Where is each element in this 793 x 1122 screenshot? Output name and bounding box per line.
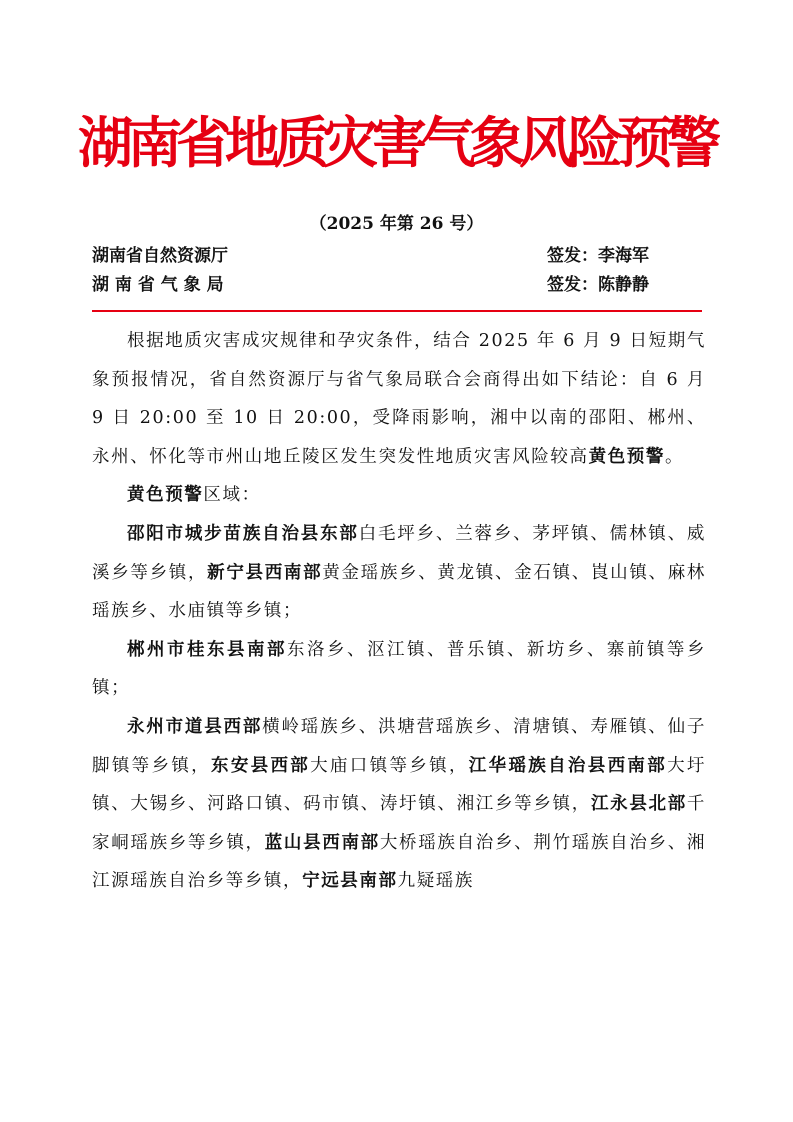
- intro-text: 根据地质灾害成灾规律和孕灾条件，结合 2025 年 6 月 9 日短期气象预报情况，省自然资源厅与省气象局联合会商得出如下结论：自 6 月 9 日 20:00 至 10 日 20:00，受降雨影响，湘中以南的邵阳、郴州、永州、怀化等市州山地丘陵区发生突发性地质灾害风险较高: [92, 331, 706, 467]
- area-name: 邵阳市城步苗族自治县东部: [127, 523, 359, 544]
- region-label: 区域：: [203, 485, 261, 506]
- document-title: 湖南省地质灾害气象风险预警: [77, 110, 715, 175]
- area-name: 江华瑶族自治县西南部: [468, 755, 668, 776]
- area-name: 江永县北部: [590, 794, 687, 815]
- area-towns: 大圩镇、大锡乡、河路口镇、码市镇、涛圩镇、湘江乡等乡镇，: [92, 755, 707, 815]
- area-towns: 黄金瑶族乡、黄龙镇、金石镇、崀山镇、麻林瑶族乡、水庙镇等乡镇；: [92, 562, 706, 622]
- issuer-sign-1: 签发：李海军: [547, 246, 649, 266]
- area-towns: 千家峒瑶族乡等乡镇，: [92, 794, 706, 853]
- issuer-sign-2: 签发：陈静静: [547, 275, 649, 295]
- paragraph-region-heading: [92, 476, 706, 515]
- intro-end: 。: [665, 446, 685, 467]
- paragraph-shaoyang: [92, 515, 706, 631]
- area-towns: 横岭瑶族乡、洪塘营瑶族乡、清塘镇、寿雁镇、仙子脚镇等乡镇，: [92, 716, 706, 776]
- area-towns: 东洛乡、沤江镇、普乐镇、新坊乡、寨前镇等乡镇；: [92, 639, 706, 699]
- area-name: 永州市道县西部: [127, 716, 263, 737]
- intro-warning-level: 黄色预警: [588, 446, 666, 467]
- area-name: 新宁县西南部: [207, 562, 323, 583]
- issuer-org-2: 湖 南 省 气 象 局: [92, 275, 224, 295]
- area-towns: 白毛坪乡、兰蓉乡、茅坪镇、儒林镇、威溪乡等乡镇，: [92, 523, 706, 583]
- paragraph-chenzhou: [92, 631, 706, 708]
- issuer-org-1: 湖南省自然资源厅: [92, 246, 228, 266]
- area-name: 蓝山县西南部: [264, 832, 380, 853]
- area-towns: 九疑瑶族: [397, 871, 475, 892]
- area-towns: 大桥瑶族自治乡、荆竹瑶族自治乡、湘江源瑶族自治乡等乡镇，: [92, 832, 706, 892]
- area-name: 郴州市桂东县南部: [127, 639, 287, 660]
- region-warning-level: 黄色预警: [127, 485, 204, 506]
- area-name: 宁远县南部: [302, 871, 398, 892]
- paragraph-yongzhou: [92, 708, 706, 901]
- header-divider: [92, 310, 702, 312]
- area-name: 东安县西部: [210, 755, 311, 776]
- area-towns: 大庙口镇等乡镇，: [310, 755, 469, 776]
- document-number: （2025 年第 26 号）: [309, 214, 484, 234]
- paragraph-intro: [92, 322, 706, 476]
- issuer-row-2: [92, 273, 702, 297]
- issuer-row-1: [92, 244, 702, 268]
- document-body: [92, 322, 706, 901]
